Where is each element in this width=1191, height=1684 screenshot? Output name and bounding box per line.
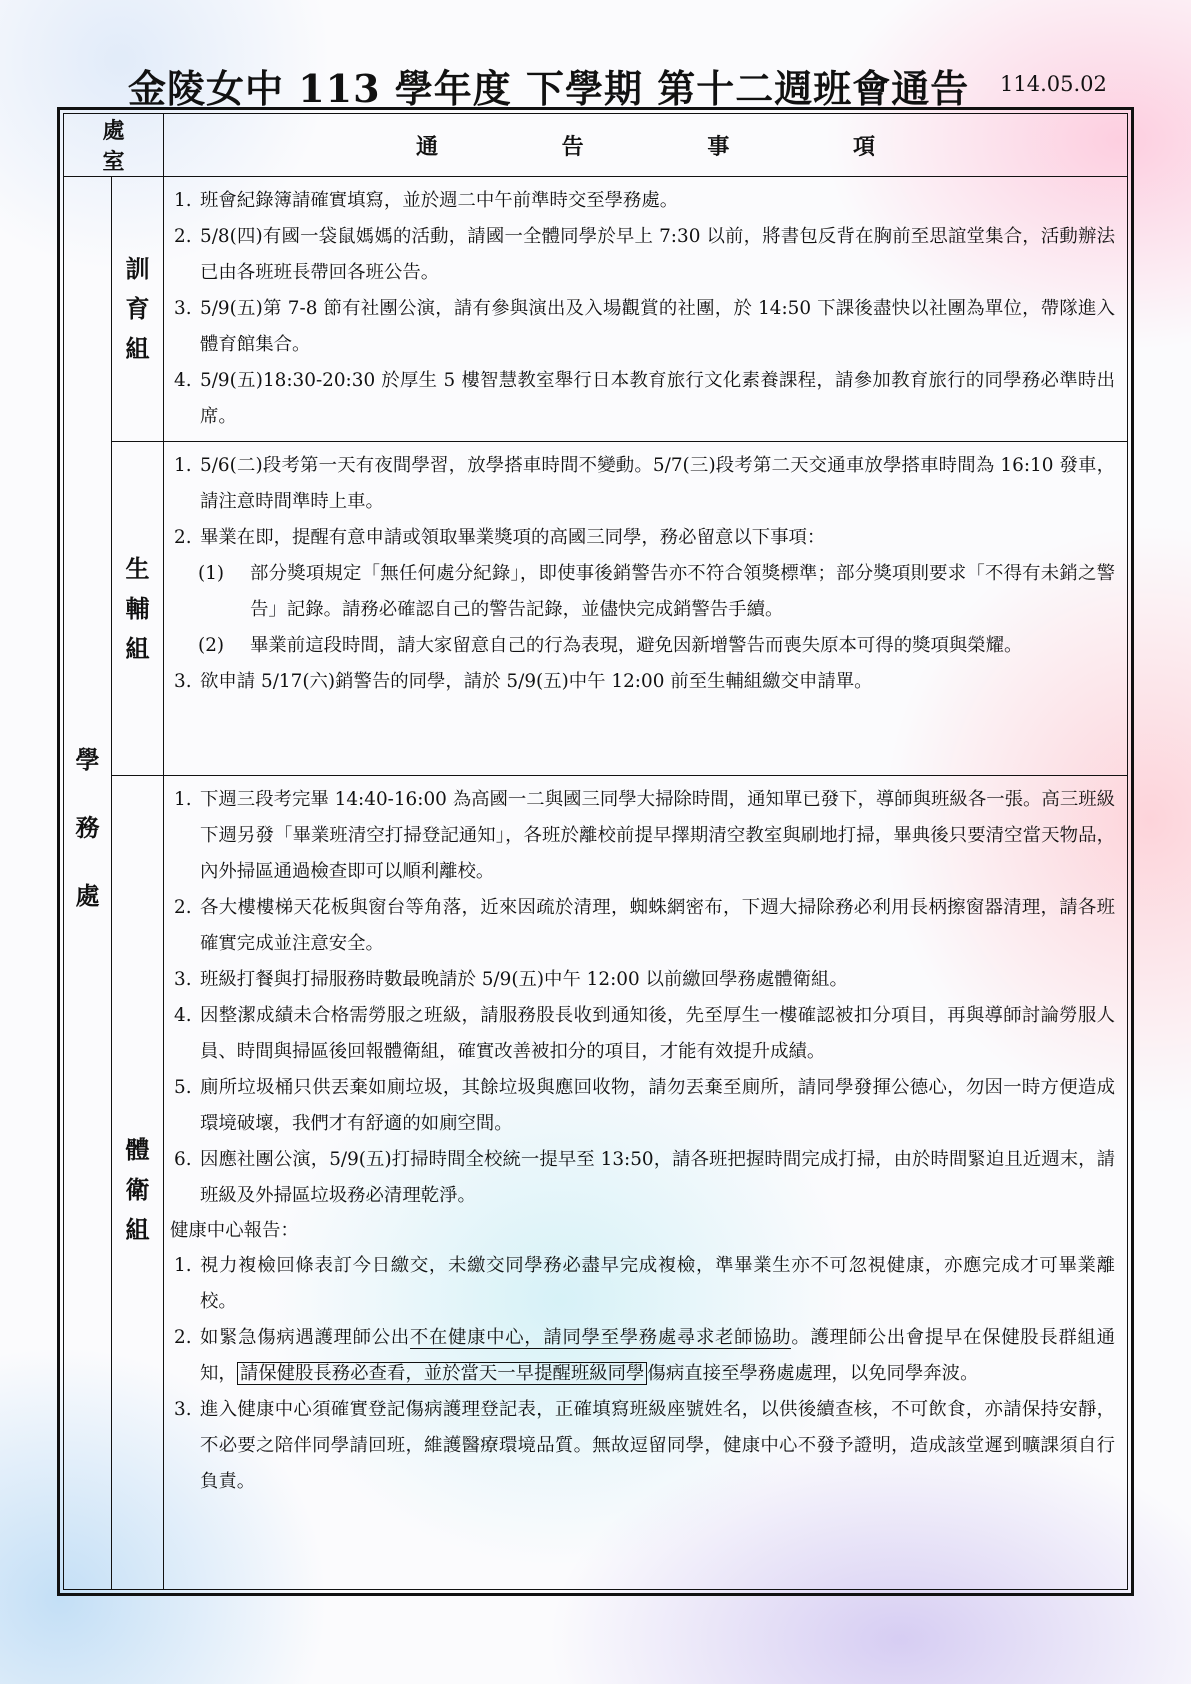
group-name-training xyxy=(112,177,164,442)
group-content-training xyxy=(164,177,1128,442)
notice-frame xyxy=(57,107,1134,1596)
item-text-segment: 。護理師公出會提早在保健股長群組通知， xyxy=(200,1327,1115,1384)
column-header-char: 事 xyxy=(707,133,730,160)
group-char: 組 xyxy=(125,633,150,663)
list-item xyxy=(174,291,1115,363)
group-char: 組 xyxy=(125,1215,150,1244)
item-text: 因應社團公演，5/9(五)打掃時間全校統一提早至 13:50，請各班把握時間完成打掃，由於時間緊迫且近週末，請班級及外掃區垃圾務必清理乾淨。 xyxy=(200,1149,1115,1206)
group-char: 體 xyxy=(125,1135,150,1164)
group-char: 衛 xyxy=(125,1175,150,1204)
table-header-row xyxy=(64,114,1128,177)
item-number: 2. xyxy=(174,527,192,548)
column-header-char: 告 xyxy=(561,133,584,160)
page-title: 金陵女中 113 學年度 下學期 第十二週班會通告 xyxy=(128,66,970,111)
item-text: 5/9(五)18:30-20:30 於厚生 5 樓智慧教室舉行日本教育旅行文化素養課程，請參加教育旅行的同學務必準時出席。 xyxy=(200,370,1115,427)
item-number: 1. xyxy=(174,789,192,810)
item-text: 畢業在即，提醒有意申請或領取畢業獎項的高國三同學，務必留意以下事項： xyxy=(200,527,826,548)
sub-item-text: 畢業前這段時間，請大家留意自己的行為表現，避免因新增警告而喪失原本可得的獎項與榮耀。 xyxy=(250,635,1023,656)
item-number: 4. xyxy=(174,370,192,391)
sub-item-number: (2) xyxy=(198,635,225,656)
item-number: 3. xyxy=(174,671,192,692)
item-number: 3. xyxy=(174,1399,192,1420)
sub-item xyxy=(174,628,1115,664)
list-item xyxy=(174,448,1115,520)
group-row-guidance xyxy=(64,442,1128,776)
item-number: 1. xyxy=(174,455,192,476)
item-number: 1. xyxy=(174,1255,192,1276)
list-item xyxy=(174,890,1115,962)
group-row-training xyxy=(64,177,1128,442)
group-content-health xyxy=(164,776,1128,1590)
item-number: 3. xyxy=(174,969,192,990)
list-item xyxy=(174,998,1115,1070)
group-row-health xyxy=(64,776,1128,1590)
group-char: 訓 xyxy=(125,254,150,283)
department-char: 務 xyxy=(75,813,100,842)
item-number: 2. xyxy=(174,897,192,918)
department-cell xyxy=(64,177,112,1590)
sub-item-text: 部分獎項規定「無任何處分紀錄」，即使事後銷警告亦不符合領獎標準；部分獎項則要求「不得有未銷之警告」記錄。請務必確認自己的警告記錄，並儘快完成銷警告手續。 xyxy=(250,563,1115,620)
list-item xyxy=(174,664,1115,700)
notice-date: 114.05.02 xyxy=(1000,72,1107,96)
item-text: 下週三段考完畢 14:40-16:00 為高國一二與國三同學大掃除時間，通知單已發下，導師與班級各一張。高三班級下週另發「畢業班清空打掃登記通知」，各班於離校前提早擇期清空教室與刷地打掃，畢典後只要清空當天物品，內外掃區通過檢查即可以順利離校。 xyxy=(200,789,1115,882)
list-item xyxy=(174,782,1115,890)
item-text: 班級打餐與打掃服務時數最晚請於 5/9(五)中午 12:00 以前繳回學務處體衛組。 xyxy=(200,969,848,990)
item-text: 各大樓樓梯天花板與窗台等角落，近來因疏於清理，蜘蛛網密布，下週大掃除務必利用長柄擦窗器清理，請各班確實完成並注意安全。 xyxy=(200,897,1115,954)
item-text: 視力複檢回條表訂今日繳交，未繳交同學務必盡早完成複檢，準畢業生亦不可忽視健康，亦應完成才可畢業離校。 xyxy=(200,1255,1115,1312)
item-text: 欲申請 5/17(六)銷警告的同學，請於 5/9(五)中午 12:00 前至生輔組繳交申請單。 xyxy=(200,671,873,692)
column-header-char: 通 xyxy=(415,133,438,160)
department-char: 學 xyxy=(75,745,100,774)
list-item xyxy=(174,1392,1115,1500)
page-header xyxy=(0,58,1191,114)
group-char: 育 xyxy=(125,294,150,323)
group-name-health xyxy=(112,776,164,1590)
list-item xyxy=(174,363,1115,435)
item-text: 5/8(四)有國一袋鼠媽媽的活動，請國一全體同學於早上 7:30 以前，將書包反背在胸前至思誼堂集合，活動辦法已由各班班長帶回各班公告。 xyxy=(200,226,1115,283)
group-content-guidance xyxy=(164,442,1128,776)
list-item xyxy=(174,1070,1115,1142)
item-text: 因整潔成績未合格需勞服之班級，請服務股長收到通知後，先至厚生一樓確認被扣分項目，再與導師討論勞服人員、時間與掃區後回報體衛組，確實改善被扣分的項目，才能有效提升成績。 xyxy=(200,1005,1115,1062)
item-text: 班會紀錄簿請確實填寫，並於週二中午前準時交至學務處。 xyxy=(200,190,679,211)
department-char: 處 xyxy=(75,881,100,910)
item-text-segment: 如緊急傷病遇護理師公出 xyxy=(200,1327,410,1348)
item-number: 2. xyxy=(174,226,192,247)
underlined-text: 不在健康中心，請同學至學務處尋求老師協助 xyxy=(409,1327,792,1348)
item-text-segment: 傷病直接至學務處處理，以免同學奔波。 xyxy=(647,1363,979,1384)
column-header-char: 項 xyxy=(853,133,876,160)
group-name-guidance xyxy=(112,442,164,776)
notice-table xyxy=(63,113,1128,1590)
group-char: 組 xyxy=(125,334,150,363)
group-char: 生 xyxy=(125,553,150,583)
list-item xyxy=(174,1248,1115,1320)
sub-item-number: (1) xyxy=(198,563,225,584)
column-header-office: 處 室 xyxy=(64,114,164,177)
item-number: 6. xyxy=(174,1149,192,1170)
list-item xyxy=(174,520,1115,556)
list-item xyxy=(174,962,1115,998)
item-number: 3. xyxy=(174,298,192,319)
group-char: 輔 xyxy=(125,593,150,623)
item-number: 4. xyxy=(174,1005,192,1026)
item-text: 廁所垃圾桶只供丟棄如廁垃圾，其餘垃圾與應回收物，請勿丟棄至廁所，請同學發揮公德心，勿因一時方便造成環境破壞，我們才有舒適的如廁空間。 xyxy=(200,1077,1115,1134)
item-text xyxy=(200,1320,1115,1392)
list-item xyxy=(174,1320,1115,1392)
item-text: 5/9(五)第 7-8 節有社團公演，請有參與演出及入場觀賞的社團，於 14:50 下課後盡快以社團為單位，帶隊進入體育館集合。 xyxy=(200,298,1115,355)
sub-item xyxy=(174,556,1115,628)
item-number: 2. xyxy=(174,1327,192,1348)
health-center-heading: 健康中心報告： xyxy=(170,1220,299,1241)
list-item xyxy=(174,219,1115,291)
list-item xyxy=(174,1142,1115,1214)
list-item xyxy=(174,183,1115,219)
item-number: 5. xyxy=(174,1077,192,1098)
item-text: 進入健康中心須確實登記傷病護理登記表，正確填寫班級座號姓名，以供後續查核，不可飲食，亦請保持安靜，不必要之陪伴同學請回班，維護醫療環境品質。無故逗留同學，健康中心不發予證明，造成該堂遲到曠課須自行負責。 xyxy=(200,1399,1115,1492)
column-header-content xyxy=(164,114,1128,177)
item-number: 1. xyxy=(174,190,192,211)
boxed-text: 請保健股長務必查看，並於當天一早提醒班級同學 xyxy=(237,1362,648,1385)
item-text: 5/6(二)段考第一天有夜間學習，放學搭車時間不變動。5/7(三)段考第二天交通車放學搭車時間為 16:10 發車，請注意時間準時上車。 xyxy=(200,455,1115,512)
